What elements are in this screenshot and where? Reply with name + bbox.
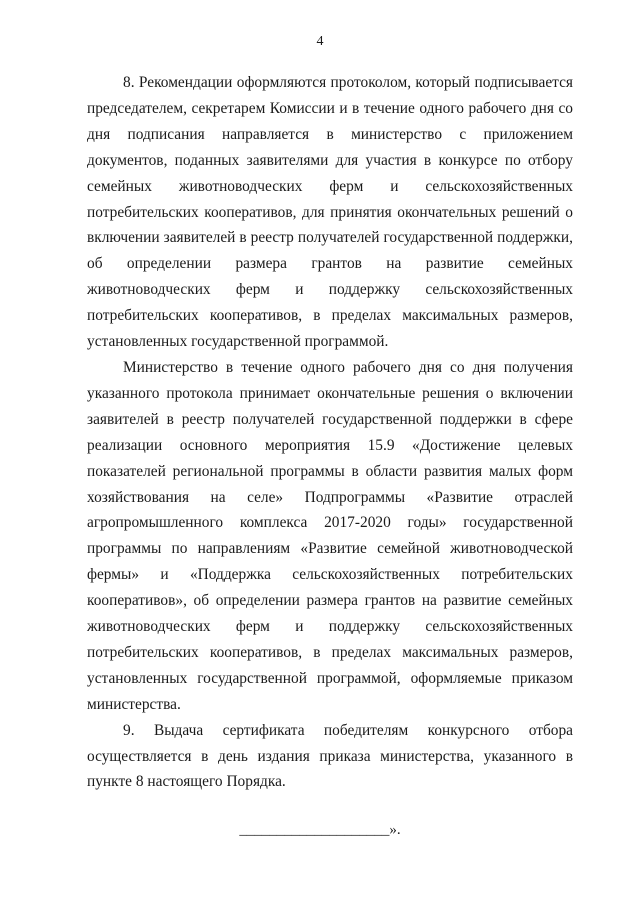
- closing-mark: ____________________».: [239, 822, 401, 838]
- paragraph-item-8: 8. Рекомендации оформляются протоколом, который подписывается председателем, секретарем Комиссии и в течение одного рабочего дня со дня подписания направляется в министерство с приложением документов, поданных заявителями для участия в конкурсе по отбору семейных животноводческих ферм и сельскохозяйственных потребительских кооперативов, для принятия окончательных решений о включении заявителей в реестр получателей государственной поддержки, об определении размера грантов на развитие семейных животноводческих ферм и поддержку сельскохозяйственных потребительских кооперативов, в пределах максимальных размеров, установленных государственной программой.: [87, 74, 573, 351]
- page-number: 4: [316, 34, 324, 49]
- document-body: [87, 70, 573, 795]
- paragraph-ministry-decision: Министерство в течение одного рабочего дня со дня получения указанного протокола принимает окончательные решения о включении заявителей в реестр получателей государственной поддержки в сфере реализации основного мероприятия 15.9 «Достижение целевых показателей региональной программы в области развития малых форм хозяйствования на селе» Подпрограммы «Развитие отраслей агропромышленного комплекса 2017-2020 годы» государственной программы по направлениям «Развитие семейной животноводческой фермы» и «Поддержка сельскохозяйственных потребительских кооперативов», об определении размера грантов на развитие семейных животноводческих ферм и поддержку сельскохозяйственных потребительских кооперативов, в пределах максимальных размеров, установленных государственной программой, оформляемые приказом министерства.: [87, 358, 573, 713]
- paragraph-item-9: 9. Выдача сертификата победителям конкурсного отбора осуществляется в день издания приказа министерства, указанного в пункте 8 настоящего Порядка.: [87, 721, 573, 791]
